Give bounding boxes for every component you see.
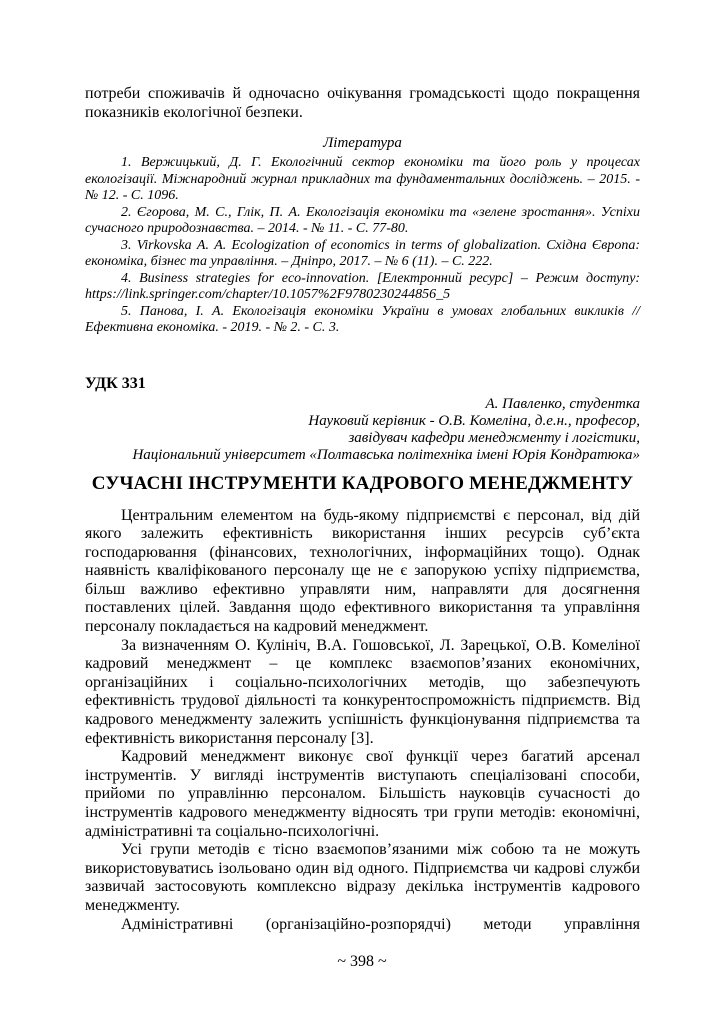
author-byline [85,396,640,464]
byline-line: Національний університет «Полтавська політехніка імені Юрія Кондратюка» [132,446,640,463]
literature-heading: Література [323,135,402,151]
byline-line: Науковий керівник - О.В. Комеліна, д.е.н., професор, [308,412,640,429]
udc-label: УДК 331 [85,374,146,392]
byline-line: А. Павленко, студентка [485,395,640,412]
body-paragraph: Адміністративні (організаційно-розпорядчі) методи управління [121,915,640,933]
intro-paragraph: потреби споживачів й одночасно очікування громадськості щодо покращення показників екологічної безпеки. [85,85,640,121]
body-paragraph: За визначенням О. Кулініч, В.А. Гошовської, Л. Зарецької, О.В. Комеліної кадровий менеджмент – це комплекс взаємопов’язаних економічних, організаційних і соціально-психологічних методів, що забезпечують ефективність трудової діяльності та конкурентоспроможність підприємств. Від кадрового менеджменту залежить успішність функціонування підприємства та ефективність використання персоналу [3]. [85,636,640,747]
body-paragraph: Усі групи методів є тісно взаємопов’язаними між собою та не можуть використовуватись ізольовано один від одного. Підприємства чи кадрові служби зазвичай застосовують комплексно відразу декілька інструментів кадрового менеджменту. [85,841,640,914]
literature-item: 1. Вержицький, Д. Г. Екологічний сектор економіки та його роль у процесах екологізації. Міжнародний журнал прикладних та фундаментальних досліджень. – 2015. - № 12. - С. 1096. [85,155,640,203]
body-paragraph: Кадровий менеджмент виконує свої функції через багатий арсенал інструментів. У вигляді інструментів виступають спеціалізовані способи, прийоми по управлінню персоналом. Більшість науковців сучасності до інструментів кадрового менеджменту відносять три групи методів: економічні, адміністративні та соціально-психологічні. [85,748,640,840]
literature-item: 3. Virkovska А. А. Ecologization of economics in terms of globalization. Східна Європа: економіка, бізнес та управління. – Дніпро, 2017. – № 6 (11). – С. 222. [85,237,640,269]
byline-line: завідувач кафедри менеджменту і логістики, [348,429,640,446]
body-paragraph: Центральним елементом на будь-якому підприємстві є персонал, від дій якого залежить ефективність використання інших ресурсів суб’єкта господарювання (фінансових, технологічних, інформаційних тощо). Однак наявність кваліфікованого персоналу ще не є запорукою успіху підприємства, більш важливо ефективно управляти ним, направляти для досягнення поставлених цілей. Завдання щодо ефективного використання та управління персоналу покладається на кадровий менеджмент. [85,506,640,636]
literature-item: 4. Business strategies for eco-innovation. [Електронний ресурс] – Режим доступу: https://link.springer.com/chapter/10.1057%2F9780230244856_5 [85,270,640,302]
literature-item: 5. Панова, І. А. Екологізація економіки України в умовах глобальних викликів // Ефективна економіка. - 2019. - № 2. - С. 3. [85,303,640,335]
literature-list [85,155,640,337]
article-title: СУЧАСНІ ІНСТРУМЕНТИ КАДРОВОГО МЕНЕДЖМЕНТУ [91,472,634,494]
article-body [85,507,640,935]
literature-item: 2. Єгорова, М. С., Глік, П. А. Екологізація економіки та «зелене зростання». Успіхи сучасного природознавства. – 2014. - № 11. - С. 77-80. [85,204,640,236]
page-number: ~ 398 ~ [337,953,387,970]
